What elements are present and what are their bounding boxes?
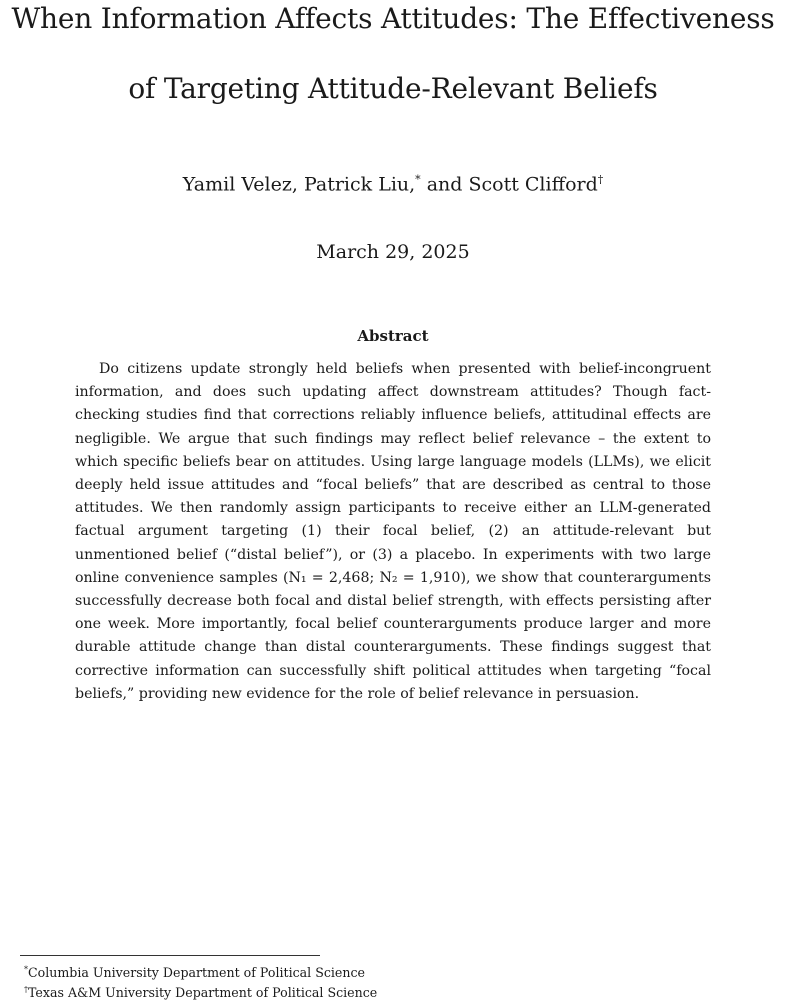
footnote-affiliation-1 (24, 962, 365, 981)
footnote-mark-columbia: * (415, 173, 421, 186)
footnote-divider (20, 955, 320, 956)
authors-text-1: Yamil Velez, Patrick Liu, (182, 173, 416, 196)
footnote-text: Texas A&M University Department of Political Science (28, 985, 378, 1001)
author-list (0, 168, 786, 196)
paper-title-line-2: of Targeting Attitude-Relevant Beliefs (128, 72, 658, 105)
footnote-symbol: * (24, 965, 28, 974)
paper-title-line-1: When Information Affects Attitudes: The Effectiveness (11, 2, 775, 35)
authors-text-2: and Scott Clifford (420, 173, 598, 196)
footnote-symbol: † (24, 985, 28, 994)
abstract-body: Do citizens update strongly held beliefs when presented with belief-incongruent information, and does such updating affect downstream attitudes? Though fact-checking studies find that corrections reliably influence beliefs, attitudinal effects are negligible. We argue that such findings may reflect belief relevance – the extent to which specific beliefs bear on attitudes. Using large language models (LLMs), we elicit deeply held issue attitudes and “focal beliefs” that are described as central to those attitudes. We then randomly assign participants to receive either an LLM-generated factual argument targeting (1) their focal belief, (2) an attitude-relevant but unmentioned belief (“distal belief”), or (3) a placebo. In experiments with two large online convenience samples (N₁ = 2,468; N₂ = 1,910), we show that counterarguments successfully decrease both focal and distal belief strength, with effects persisting after one week. More importantly, focal belief counterarguments produce larger and more durable attitude change than distal counterarguments. These findings suggest that corrective information can successfully shift political attitudes when targeting “focal beliefs,” providing new evidence for the role of belief relevance in persuasion. (75, 361, 711, 702)
abstract-heading: Abstract (357, 327, 429, 345)
footnote-affiliation-2 (24, 982, 377, 1001)
footnote-mark-tamu: † (597, 173, 604, 186)
footnote-text: Columbia University Department of Political Science (28, 965, 365, 981)
paper-date: March 29, 2025 (316, 241, 470, 263)
